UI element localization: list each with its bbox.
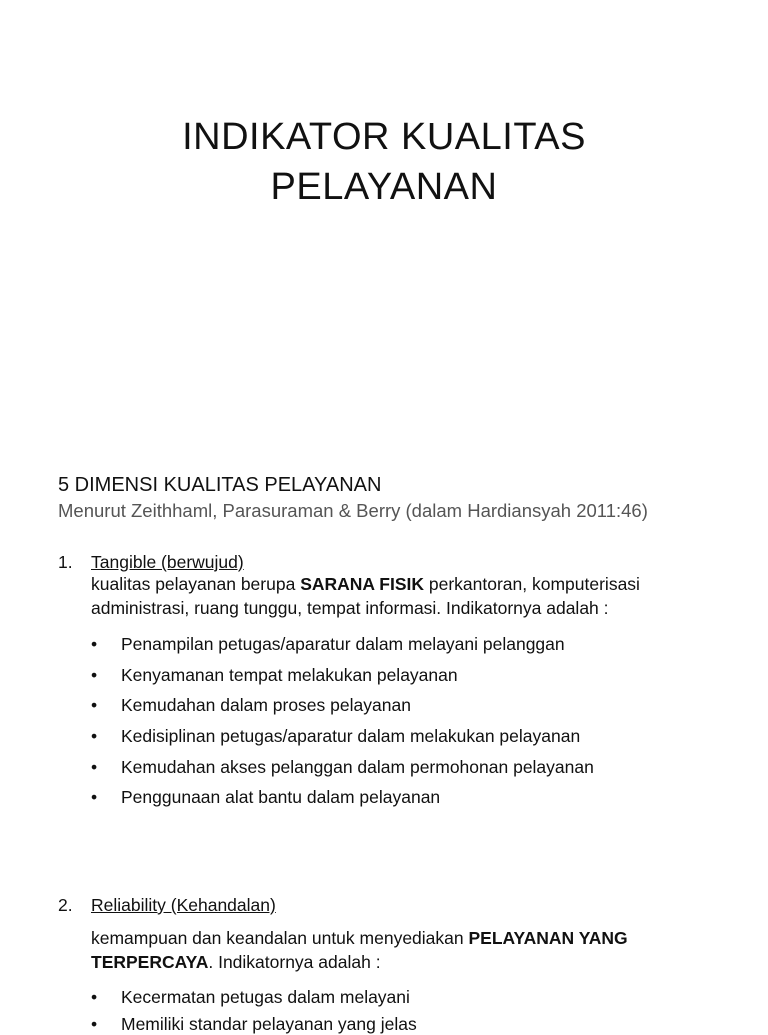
list-item-text: Kemudahan akses pelanggan dalam permohonan pelayanan: [121, 757, 594, 777]
bullet-icon: •: [91, 787, 98, 807]
bullet-icon: •: [91, 987, 98, 1007]
desc-bold: SARANA FISIK: [300, 574, 424, 594]
desc-text: kualitas pelayanan berupa: [91, 574, 301, 594]
title-line-1: INDIKATOR KUALITAS: [182, 116, 586, 158]
bullet-icon: •: [91, 1014, 98, 1034]
bullet-icon: •: [91, 726, 98, 746]
list-item-text: Kemudahan dalam proses pelayanan: [121, 695, 411, 715]
list-item-text: Penampilan petugas/aparatur dalam melayani pelanggan: [121, 634, 565, 654]
section-heading: 5 DIMENSI KUALITAS PELAYANAN: [58, 474, 382, 496]
title-line-2: PELAYANAN: [270, 166, 498, 208]
item-1-number: 1.: [58, 552, 73, 572]
list-item-text: Kenyamanan tempat melakukan pelayanan: [121, 665, 458, 685]
item-2-title: Reliability (Kehandalan): [91, 895, 276, 915]
desc-bold: TERPERCAYA: [91, 952, 209, 972]
list-item-text: Kecermatan petugas dalam melayani: [121, 987, 410, 1007]
desc-text: . Indikatornya adalah :: [208, 952, 381, 972]
bullet-icon: •: [91, 634, 98, 654]
section-subheading: Menurut Zeithhaml, Parasuraman & Berry (dalam Hardiansyah 2011:46): [58, 500, 648, 521]
item-1-title: Tangible (berwujud): [91, 552, 244, 572]
bullet-icon: •: [91, 665, 98, 685]
item-2-number: 2.: [58, 895, 73, 915]
list-item-text: Penggunaan alat bantu dalam pelayanan: [121, 787, 441, 807]
item-1-description-line-1: [91, 574, 640, 595]
bullet-icon: •: [91, 757, 98, 777]
item-2-description-line-1: [91, 928, 628, 949]
desc-text: perkantoran, komputerisasi: [424, 574, 640, 594]
list-item-text: Kedisiplinan petugas/aparatur dalam melakukan pelayanan: [121, 726, 581, 746]
list-item-text: Memiliki standar pelayanan yang jelas: [121, 1014, 417, 1034]
item-1-description-line-2: administrasi, ruang tunggu, tempat informasi. Indikatornya adalah :: [91, 598, 609, 618]
desc-bold: PELAYANAN YANG: [468, 928, 628, 948]
bullet-icon: •: [91, 695, 98, 715]
item-2-description-line-2: [91, 952, 381, 973]
desc-text: kemampuan dan keandalan untuk menyediakan: [91, 928, 469, 948]
